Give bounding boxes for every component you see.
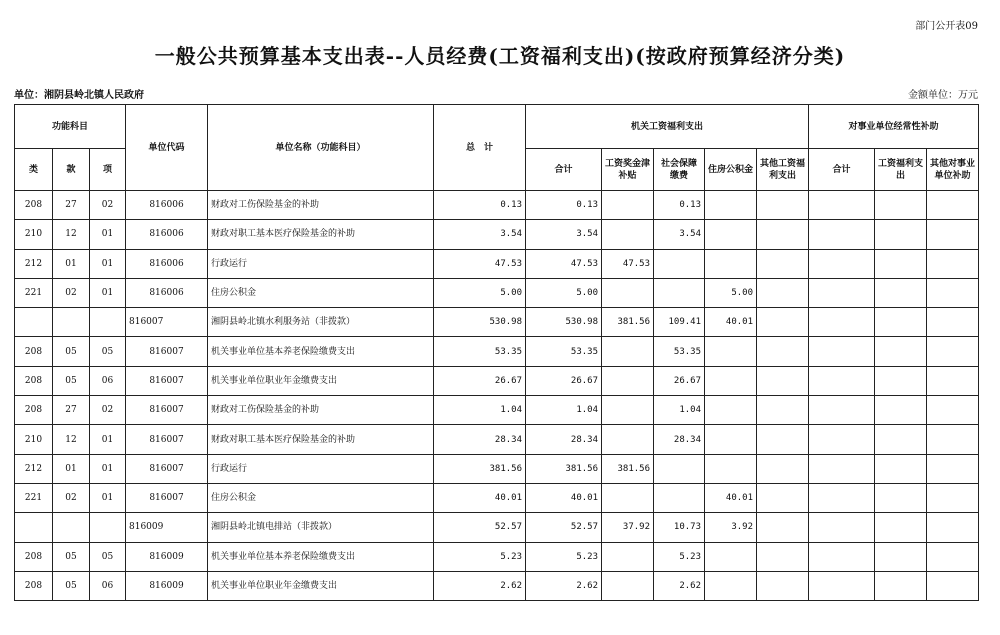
cell-kuan: 05 <box>53 571 90 600</box>
cell-agency-total: 5.23 <box>526 542 602 571</box>
cell-unit-code: 816006 <box>126 220 208 249</box>
cell-unit-name: 财政对职工基本医疗保险基金的补助 <box>208 220 434 249</box>
cell-total: 3.54 <box>434 220 526 249</box>
cell-inst-other <box>927 513 979 542</box>
cell-unit-code: 816009 <box>126 571 208 600</box>
cell-agency-social: 3.54 <box>654 220 705 249</box>
cell-unit-name: 机关事业单位职业年金缴费支出 <box>208 366 434 395</box>
cell-unit-name: 财政对工伤保险基金的补助 <box>208 396 434 425</box>
table-row <box>15 278 979 307</box>
cell-inst-other <box>927 191 979 220</box>
cell-inst-other <box>927 249 979 278</box>
cell-kuan: 12 <box>53 220 90 249</box>
cell-kuan: 01 <box>53 454 90 483</box>
cell-lei: 208 <box>15 191 53 220</box>
cell-agency-housing: 40.01 <box>705 308 757 337</box>
cell-lei <box>15 308 53 337</box>
cell-agency-other <box>757 191 809 220</box>
cell-agency-social <box>654 454 705 483</box>
cell-inst-total <box>809 425 875 454</box>
cell-total: 5.00 <box>434 278 526 307</box>
cell-agency-bonus <box>602 396 654 425</box>
cell-agency-total: 1.04 <box>526 396 602 425</box>
table-row <box>15 425 979 454</box>
cell-inst-total <box>809 337 875 366</box>
cell-inst-wage <box>875 278 927 307</box>
table-row <box>15 308 979 337</box>
cell-agency-total: 2.62 <box>526 571 602 600</box>
cell-inst-other <box>927 542 979 571</box>
cell-unit-code: 816007 <box>126 396 208 425</box>
cell-inst-total <box>809 308 875 337</box>
cell-inst-wage <box>875 337 927 366</box>
cell-inst-other <box>927 483 979 512</box>
cell-unit-name: 财政对职工基本医疗保险基金的补助 <box>208 425 434 454</box>
cell-unit-code: 816007 <box>126 366 208 395</box>
cell-inst-wage <box>875 366 927 395</box>
cell-agency-total: 47.53 <box>526 249 602 278</box>
cell-xiang <box>90 513 126 542</box>
cell-agency-housing: 3.92 <box>705 513 757 542</box>
cell-inst-total <box>809 571 875 600</box>
cell-agency-housing <box>705 396 757 425</box>
cell-inst-total <box>809 278 875 307</box>
cell-xiang: 01 <box>90 249 126 278</box>
cell-lei: 212 <box>15 454 53 483</box>
cell-agency-other <box>757 278 809 307</box>
cell-agency-housing: 5.00 <box>705 278 757 307</box>
cell-inst-wage <box>875 483 927 512</box>
cell-xiang: 06 <box>90 571 126 600</box>
cell-inst-wage <box>875 191 927 220</box>
cell-agency-total: 3.54 <box>526 220 602 249</box>
cell-agency-social: 10.73 <box>654 513 705 542</box>
header-lei: 类 <box>15 149 53 191</box>
cell-inst-other <box>927 308 979 337</box>
cell-agency-housing <box>705 249 757 278</box>
cell-unit-name: 机关事业单位基本养老保险缴费支出 <box>208 542 434 571</box>
table-row <box>15 571 979 600</box>
cell-inst-wage <box>875 220 927 249</box>
cell-xiang: 01 <box>90 454 126 483</box>
cell-agency-bonus: 381.56 <box>602 308 654 337</box>
cell-lei <box>15 513 53 542</box>
cell-lei: 210 <box>15 220 53 249</box>
cell-xiang: 01 <box>90 483 126 512</box>
cell-kuan: 27 <box>53 396 90 425</box>
cell-lei: 208 <box>15 542 53 571</box>
cell-unit-code: 816006 <box>126 249 208 278</box>
cell-agency-housing <box>705 191 757 220</box>
cell-agency-other <box>757 454 809 483</box>
cell-agency-other <box>757 513 809 542</box>
cell-agency-social <box>654 483 705 512</box>
cell-total: 53.35 <box>434 337 526 366</box>
cell-agency-bonus <box>602 220 654 249</box>
cell-agency-other <box>757 220 809 249</box>
cell-agency-total: 28.34 <box>526 425 602 454</box>
cell-total: 2.62 <box>434 571 526 600</box>
cell-xiang: 05 <box>90 337 126 366</box>
table-row <box>15 396 979 425</box>
table-row <box>15 454 979 483</box>
cell-unit-code: 816009 <box>126 542 208 571</box>
table-row <box>15 191 979 220</box>
cell-unit-name: 行政运行 <box>208 454 434 483</box>
page-title: 一般公共预算基本支出表--人员经费(工资福利支出)(按政府预算经济分类) <box>154 44 846 68</box>
header-inst-wage: 工资福利支出 <box>875 149 927 191</box>
cell-agency-other <box>757 571 809 600</box>
cell-agency-bonus <box>602 571 654 600</box>
cell-inst-other <box>927 454 979 483</box>
cell-total: 1.04 <box>434 396 526 425</box>
cell-agency-bonus: 47.53 <box>602 249 654 278</box>
header-agency-bonus: 工资奖金津补贴 <box>602 149 654 191</box>
cell-agency-bonus <box>602 366 654 395</box>
cell-agency-total: 0.13 <box>526 191 602 220</box>
cell-inst-total <box>809 249 875 278</box>
cell-inst-wage <box>875 542 927 571</box>
cell-inst-other <box>927 366 979 395</box>
cell-kuan: 05 <box>53 366 90 395</box>
cell-lei: 212 <box>15 249 53 278</box>
table-row <box>15 220 979 249</box>
unit-name-label: 单位：湘阴县岭北镇人民政府 <box>14 90 144 101</box>
cell-lei: 210 <box>15 425 53 454</box>
cell-unit-code: 816006 <box>126 191 208 220</box>
header-inst-group: 对事业单位经常性补助 <box>809 105 979 149</box>
cell-unit-name: 住房公积金 <box>208 278 434 307</box>
cell-agency-social: 5.23 <box>654 542 705 571</box>
cell-unit-code: 816007 <box>126 483 208 512</box>
cell-inst-total <box>809 513 875 542</box>
table-row <box>15 249 979 278</box>
cell-unit-name: 财政对工伤保险基金的补助 <box>208 191 434 220</box>
header-unit-code: 单位代码 <box>126 105 208 191</box>
cell-agency-total: 26.67 <box>526 366 602 395</box>
cell-xiang: 02 <box>90 396 126 425</box>
cell-lei: 221 <box>15 483 53 512</box>
cell-agency-other <box>757 337 809 366</box>
table-row <box>15 542 979 571</box>
header-xiang: 项 <box>90 149 126 191</box>
cell-inst-wage <box>875 249 927 278</box>
cell-agency-social: 109.41 <box>654 308 705 337</box>
cell-unit-code: 816006 <box>126 278 208 307</box>
cell-kuan: 12 <box>53 425 90 454</box>
cell-agency-housing <box>705 542 757 571</box>
cell-kuan: 05 <box>53 337 90 366</box>
cell-unit-code: 816007 <box>126 308 208 337</box>
cell-agency-housing <box>705 337 757 366</box>
cell-xiang: 01 <box>90 425 126 454</box>
cell-inst-total <box>809 483 875 512</box>
cell-unit-name: 行政运行 <box>208 249 434 278</box>
cell-agency-other <box>757 396 809 425</box>
cell-agency-social: 0.13 <box>654 191 705 220</box>
cell-unit-code: 816009 <box>126 513 208 542</box>
header-inst-total: 合计 <box>809 149 875 191</box>
cell-unit-name: 湘阴县岭北镇水利服务站（非拨款） <box>208 308 434 337</box>
header-func-subject: 功能科目 <box>15 105 126 149</box>
cell-agency-housing: 40.01 <box>705 483 757 512</box>
cell-inst-total <box>809 542 875 571</box>
cell-inst-other <box>927 571 979 600</box>
cell-inst-total <box>809 454 875 483</box>
cell-total: 530.98 <box>434 308 526 337</box>
cell-total: 47.53 <box>434 249 526 278</box>
cell-agency-housing <box>705 366 757 395</box>
header-agency-total: 合计 <box>526 149 602 191</box>
cell-lei: 208 <box>15 366 53 395</box>
cell-inst-wage <box>875 308 927 337</box>
table-row <box>15 366 979 395</box>
cell-agency-social <box>654 249 705 278</box>
cell-agency-other <box>757 249 809 278</box>
cell-agency-housing <box>705 220 757 249</box>
header-total: 总 计 <box>434 105 526 191</box>
cell-inst-other <box>927 396 979 425</box>
cell-agency-other <box>757 366 809 395</box>
cell-agency-bonus <box>602 483 654 512</box>
cell-inst-wage <box>875 571 927 600</box>
cell-kuan: 01 <box>53 249 90 278</box>
cell-total: 28.34 <box>434 425 526 454</box>
cell-xiang: 05 <box>90 542 126 571</box>
cell-lei: 221 <box>15 278 53 307</box>
table-number-label: 部门公开表09 <box>915 21 978 32</box>
cell-unit-code: 816007 <box>126 454 208 483</box>
cell-inst-wage <box>875 425 927 454</box>
cell-agency-housing <box>705 571 757 600</box>
cell-inst-total <box>809 191 875 220</box>
cell-unit-name: 机关事业单位基本养老保险缴费支出 <box>208 337 434 366</box>
cell-unit-code: 816007 <box>126 337 208 366</box>
cell-xiang: 02 <box>90 191 126 220</box>
header-agency-other: 其他工资福利支出 <box>757 149 809 191</box>
cell-kuan: 05 <box>53 542 90 571</box>
cell-inst-total <box>809 366 875 395</box>
cell-inst-wage <box>875 454 927 483</box>
cell-kuan <box>53 513 90 542</box>
cell-agency-total: 530.98 <box>526 308 602 337</box>
cell-kuan: 02 <box>53 483 90 512</box>
cell-xiang: 01 <box>90 220 126 249</box>
cell-total: 26.67 <box>434 366 526 395</box>
cell-total: 5.23 <box>434 542 526 571</box>
cell-lei: 208 <box>15 571 53 600</box>
cell-agency-total: 5.00 <box>526 278 602 307</box>
cell-agency-bonus: 381.56 <box>602 454 654 483</box>
table-row <box>15 483 979 512</box>
cell-agency-total: 40.01 <box>526 483 602 512</box>
cell-unit-name: 机关事业单位职业年金缴费支出 <box>208 571 434 600</box>
cell-inst-total <box>809 396 875 425</box>
header-agency-housing: 住房公积金 <box>705 149 757 191</box>
cell-lei: 208 <box>15 337 53 366</box>
cell-inst-wage <box>875 513 927 542</box>
cell-inst-other <box>927 220 979 249</box>
cell-total: 52.57 <box>434 513 526 542</box>
cell-unit-name: 住房公积金 <box>208 483 434 512</box>
cell-agency-housing <box>705 425 757 454</box>
cell-agency-social: 2.62 <box>654 571 705 600</box>
budget-table <box>14 104 979 601</box>
cell-agency-other <box>757 483 809 512</box>
cell-inst-other <box>927 425 979 454</box>
cell-agency-social <box>654 278 705 307</box>
cell-agency-bonus <box>602 425 654 454</box>
cell-inst-other <box>927 278 979 307</box>
cell-agency-social: 26.67 <box>654 366 705 395</box>
cell-lei: 208 <box>15 396 53 425</box>
table-row <box>15 513 979 542</box>
cell-inst-other <box>927 337 979 366</box>
cell-agency-total: 52.57 <box>526 513 602 542</box>
cell-unit-code: 816007 <box>126 425 208 454</box>
cell-kuan: 27 <box>53 191 90 220</box>
cell-total: 381.56 <box>434 454 526 483</box>
cell-agency-bonus <box>602 278 654 307</box>
cell-agency-bonus <box>602 542 654 571</box>
header-agency-social: 社会保障缴费 <box>654 149 705 191</box>
cell-agency-other <box>757 308 809 337</box>
table-row <box>15 337 979 366</box>
cell-inst-wage <box>875 396 927 425</box>
cell-agency-bonus <box>602 191 654 220</box>
cell-unit-name: 湘阴县岭北镇电排站（非拨款） <box>208 513 434 542</box>
cell-agency-other <box>757 542 809 571</box>
cell-agency-total: 53.35 <box>526 337 602 366</box>
cell-total: 0.13 <box>434 191 526 220</box>
header-unit-name: 单位名称（功能科目） <box>208 105 434 191</box>
cell-xiang: 06 <box>90 366 126 395</box>
header-inst-other: 其他对事业单位补助 <box>927 149 979 191</box>
cell-agency-total: 381.56 <box>526 454 602 483</box>
cell-kuan <box>53 308 90 337</box>
cell-agency-social: 53.35 <box>654 337 705 366</box>
header-kuan: 款 <box>53 149 90 191</box>
table-body <box>15 191 979 601</box>
cell-agency-bonus: 37.92 <box>602 513 654 542</box>
cell-agency-other <box>757 425 809 454</box>
cell-xiang: 01 <box>90 278 126 307</box>
cell-agency-social: 1.04 <box>654 396 705 425</box>
amount-unit-label: 金额单位：万元 <box>908 90 978 101</box>
cell-xiang <box>90 308 126 337</box>
header-agency-group: 机关工资福利支出 <box>526 105 809 149</box>
cell-agency-housing <box>705 454 757 483</box>
cell-total: 40.01 <box>434 483 526 512</box>
cell-agency-social: 28.34 <box>654 425 705 454</box>
cell-inst-total <box>809 220 875 249</box>
cell-agency-bonus <box>602 337 654 366</box>
cell-kuan: 02 <box>53 278 90 307</box>
